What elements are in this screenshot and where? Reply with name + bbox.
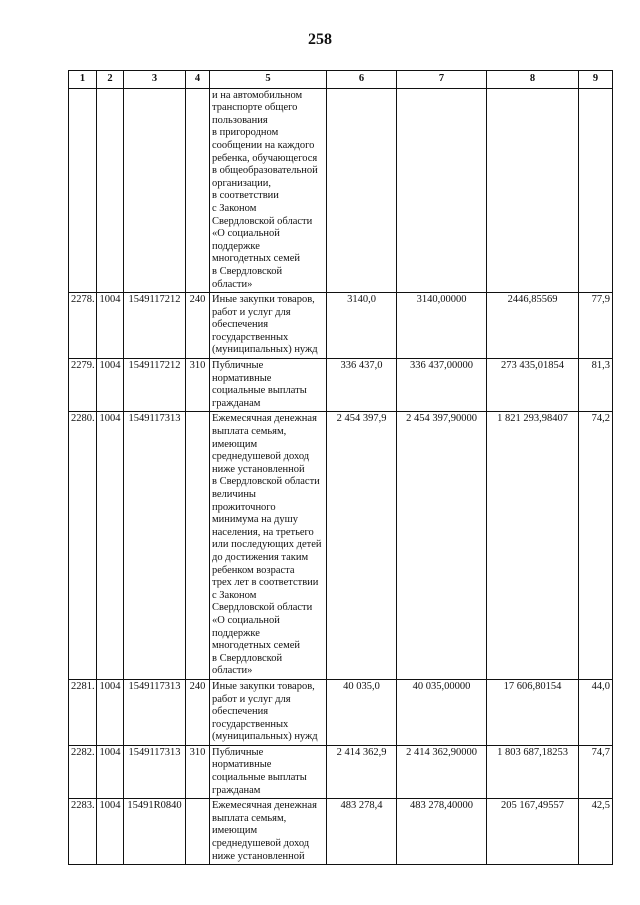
row-number-cell: 2279. — [69, 359, 97, 412]
table-row — [69, 412, 613, 679]
amount-cell: 336 437,00000 — [397, 359, 487, 412]
section-code-cell: 1004 — [97, 412, 124, 679]
description-cell: Ежемесячная денежная выплата семьям, имеющим среднедушевой доход ниже установленной — [210, 799, 327, 865]
amount-cell: 17 606,80154 — [487, 679, 579, 745]
section-code-cell — [97, 88, 124, 293]
expense-type-cell: 310 — [186, 745, 210, 798]
table-row — [69, 679, 613, 745]
amount-cell: 205 167,49557 — [487, 799, 579, 865]
percent-cell: 74,7 — [579, 745, 613, 798]
description-cell: и на автомобильном транспорте общего пользования в пригородном сообщении на каждого ребенка, обучающегося в общеобразовательной организации, в соответствии с Законом Свердловской области «О социальной поддержке многодетных семей в Свердловской области» — [210, 88, 327, 293]
table-row — [69, 799, 613, 865]
amount-cell: 273 435,01854 — [487, 359, 579, 412]
amount-cell: 336 437,0 — [327, 359, 397, 412]
target-article-cell: 1549117313 — [124, 412, 186, 679]
amount-cell: 40 035,0 — [327, 679, 397, 745]
column-header: 2 — [97, 71, 124, 89]
section-code-cell: 1004 — [97, 293, 124, 359]
table-row — [69, 293, 613, 359]
row-number-cell: 2280. — [69, 412, 97, 679]
amount-cell — [327, 88, 397, 293]
row-number-cell: 2278. — [69, 293, 97, 359]
expense-type-cell — [186, 412, 210, 679]
expense-type-cell: 240 — [186, 679, 210, 745]
target-article-cell: 1549117313 — [124, 745, 186, 798]
column-header: 9 — [579, 71, 613, 89]
percent-cell — [579, 88, 613, 293]
description-cell: Ежемесячная денежная выплата семьям, имеющим среднедушевой доход ниже установленной в Свердловской области величины прожиточного минимума на душу населения, на третьего или последующих детей до достижения таким ребенком возраста трех лет в соответствии с Законом Свердловской области «О социальной поддержке многодетных семей в Свердловской области» — [210, 412, 327, 679]
target-article-cell: 1549117212 — [124, 293, 186, 359]
percent-cell: 74,2 — [579, 412, 613, 679]
percent-cell: 77,9 — [579, 293, 613, 359]
amount-cell: 2 454 397,90000 — [397, 412, 487, 679]
table-row — [69, 359, 613, 412]
amount-cell: 2 414 362,9 — [327, 745, 397, 798]
amount-cell: 2 414 362,90000 — [397, 745, 487, 798]
table-row — [69, 88, 613, 293]
target-article-cell: 1549117212 — [124, 359, 186, 412]
percent-cell: 42,5 — [579, 799, 613, 865]
budget-table — [68, 70, 613, 865]
target-article-cell — [124, 88, 186, 293]
page-number: 258 — [308, 31, 332, 48]
header-row — [69, 71, 613, 89]
amount-cell: 483 278,4 — [327, 799, 397, 865]
amount-cell: 1 821 293,98407 — [487, 412, 579, 679]
column-header: 4 — [186, 71, 210, 89]
column-header: 3 — [124, 71, 186, 89]
amount-cell: 40 035,00000 — [397, 679, 487, 745]
percent-cell: 44,0 — [579, 679, 613, 745]
row-number-cell: 2281. — [69, 679, 97, 745]
section-code-cell: 1004 — [97, 799, 124, 865]
description-cell: Публичные нормативные социальные выплаты гражданам — [210, 745, 327, 798]
section-code-cell: 1004 — [97, 745, 124, 798]
amount-cell: 3140,00000 — [397, 293, 487, 359]
target-article-cell: 15491R0840 — [124, 799, 186, 865]
column-header: 8 — [487, 71, 579, 89]
amount-cell: 2 454 397,9 — [327, 412, 397, 679]
amount-cell: 483 278,40000 — [397, 799, 487, 865]
amount-cell: 1 803 687,18253 — [487, 745, 579, 798]
description-cell: Иные закупки товаров, работ и услуг для обеспечения государственных (муниципальных) нужд — [210, 293, 327, 359]
description-cell: Публичные нормативные социальные выплаты гражданам — [210, 359, 327, 412]
column-header: 1 — [69, 71, 97, 89]
amount-cell: 3140,0 — [327, 293, 397, 359]
amount-cell — [397, 88, 487, 293]
section-code-cell: 1004 — [97, 679, 124, 745]
section-code-cell: 1004 — [97, 359, 124, 412]
expense-type-cell: 310 — [186, 359, 210, 412]
expense-type-cell — [186, 799, 210, 865]
column-header: 5 — [210, 71, 327, 89]
expense-type-cell — [186, 88, 210, 293]
amount-cell: 2446,85569 — [487, 293, 579, 359]
table-row — [69, 745, 613, 798]
percent-cell: 81,3 — [579, 359, 613, 412]
row-number-cell — [69, 88, 97, 293]
row-number-cell: 2282. — [69, 745, 97, 798]
amount-cell — [487, 88, 579, 293]
column-header: 7 — [397, 71, 487, 89]
expense-type-cell: 240 — [186, 293, 210, 359]
row-number-cell: 2283. — [69, 799, 97, 865]
target-article-cell: 1549117313 — [124, 679, 186, 745]
description-cell: Иные закупки товаров, работ и услуг для обеспечения государственных (муниципальных) нужд — [210, 679, 327, 745]
column-header: 6 — [327, 71, 397, 89]
